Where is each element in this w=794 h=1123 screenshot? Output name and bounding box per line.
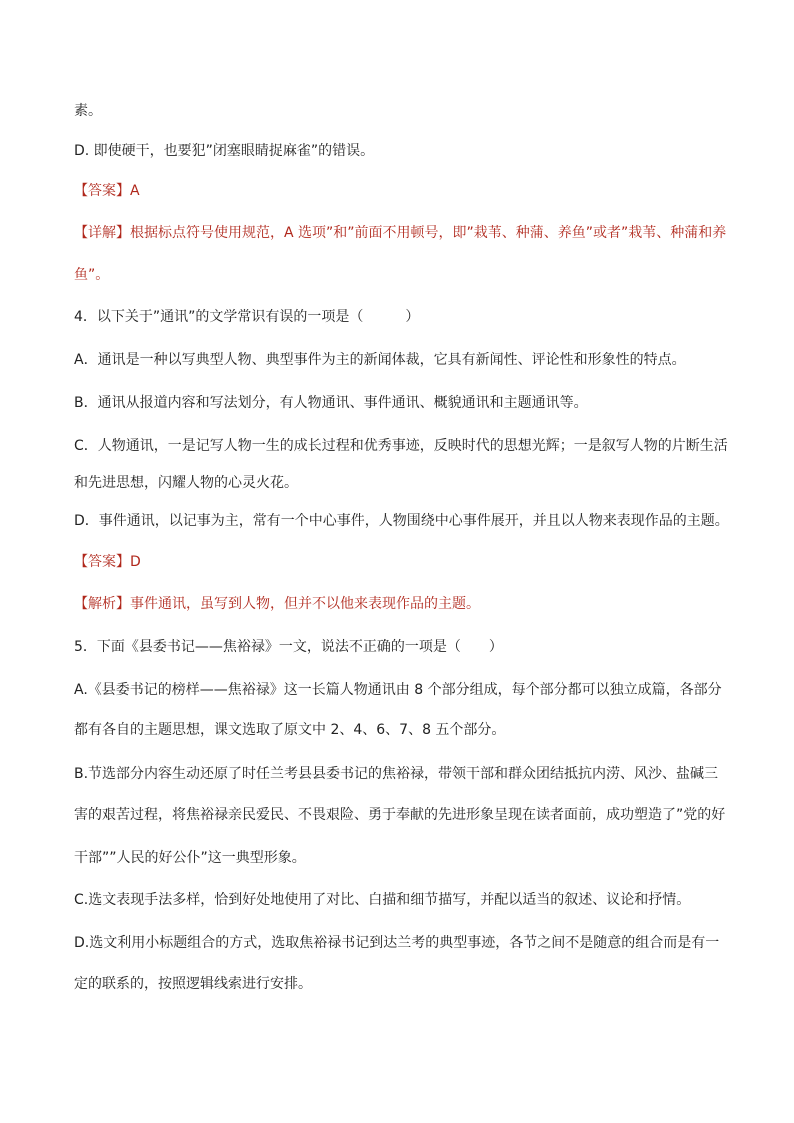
answer-q4: 【答案】D	[74, 554, 141, 570]
question-4: 4．以下关于”通讯”的文学常识有误的一项是（ ）	[74, 309, 420, 325]
option-c-q4-line1: C．人物通讯，一是记写人物一生的成长过程和优秀事迹，反映时代的思想光辉；一是叙写人物的片断生活	[74, 438, 728, 454]
option-d-q3: D. 即使硬干，也要犯”闭塞眼睛捉麻雀”的错误。	[74, 143, 375, 159]
option-c-q4-line2: 和先进思想，闪耀人物的心灵火花。	[74, 475, 298, 491]
option-b-q5-line3: 干部””人民的好公仆”这一典型形象。	[74, 850, 306, 866]
option-a-q4: A．通讯是一种以写典型人物、典型事件为主的新闻体裁，它具有新闻性、评论性和形象性的特点。	[74, 352, 686, 368]
option-b-q5-line1: B.节选部分内容生动还原了时任兰考县县委书记的焦裕禄，带领干部和群众团结抵抗内涝、风沙、盐碱三	[74, 766, 719, 782]
option-b-q4: B．通讯从报道内容和写法划分，有人物通讯、事件通讯、概貌通讯和主题通讯等。	[74, 395, 588, 411]
text-line-continuation: 素。	[74, 103, 102, 119]
explanation-q3-line1: 【详解】根据标点符号使用规范，A 选项”和”前面不用顿号，即”栽苇、种蒲、养鱼”或者”栽苇、种蒲和养	[74, 225, 727, 241]
explanation-q4: 【解析】事件通讯，虽写到人物，但并不以他来表现作品的主题。	[74, 596, 480, 612]
option-d-q5-line1: D.选文利用小标题组合的方式，选取焦裕禄书记到达兰考的典型事迹，各节之间不是随意的组合而是有一	[74, 935, 720, 951]
explanation-q3-line2: 鱼”。	[74, 267, 110, 283]
option-a-q5-line2: 都有各自的主题思想，课文选取了原文中 2、4、6、7、8 五个部分。	[74, 722, 506, 738]
option-d-q4: D．事件通讯，以记事为主，常有一个中心事件，人物围绕中心事件展开，并且以人物来表现作品的主题。	[74, 513, 729, 529]
option-c-q5: C.选文表现手法多样，恰到好处地使用了对比、白描和细节描写，并配以适当的叙述、议论和抒情。	[74, 892, 691, 908]
option-b-q5-line2: 害的艰苦过程，将焦裕禄亲民爱民、不畏艰险、勇于奉献的先进形象呈现在读者面前，成功塑造了”党的好	[74, 807, 726, 823]
option-a-q5-line1: A.《县委书记的榜样——焦裕禄》这一长篇人物通讯由 8 个部分组成，每个部分都可以独立成篇，各部分	[74, 682, 722, 698]
answer-q3: 【答案】A	[74, 183, 140, 199]
option-d-q5-line2: 定的联系的，按照逻辑线索进行安排。	[74, 976, 312, 992]
question-5: 5．下面《县委书记——焦裕禄》一文，说法不正确的一项是（ ）	[74, 639, 503, 655]
